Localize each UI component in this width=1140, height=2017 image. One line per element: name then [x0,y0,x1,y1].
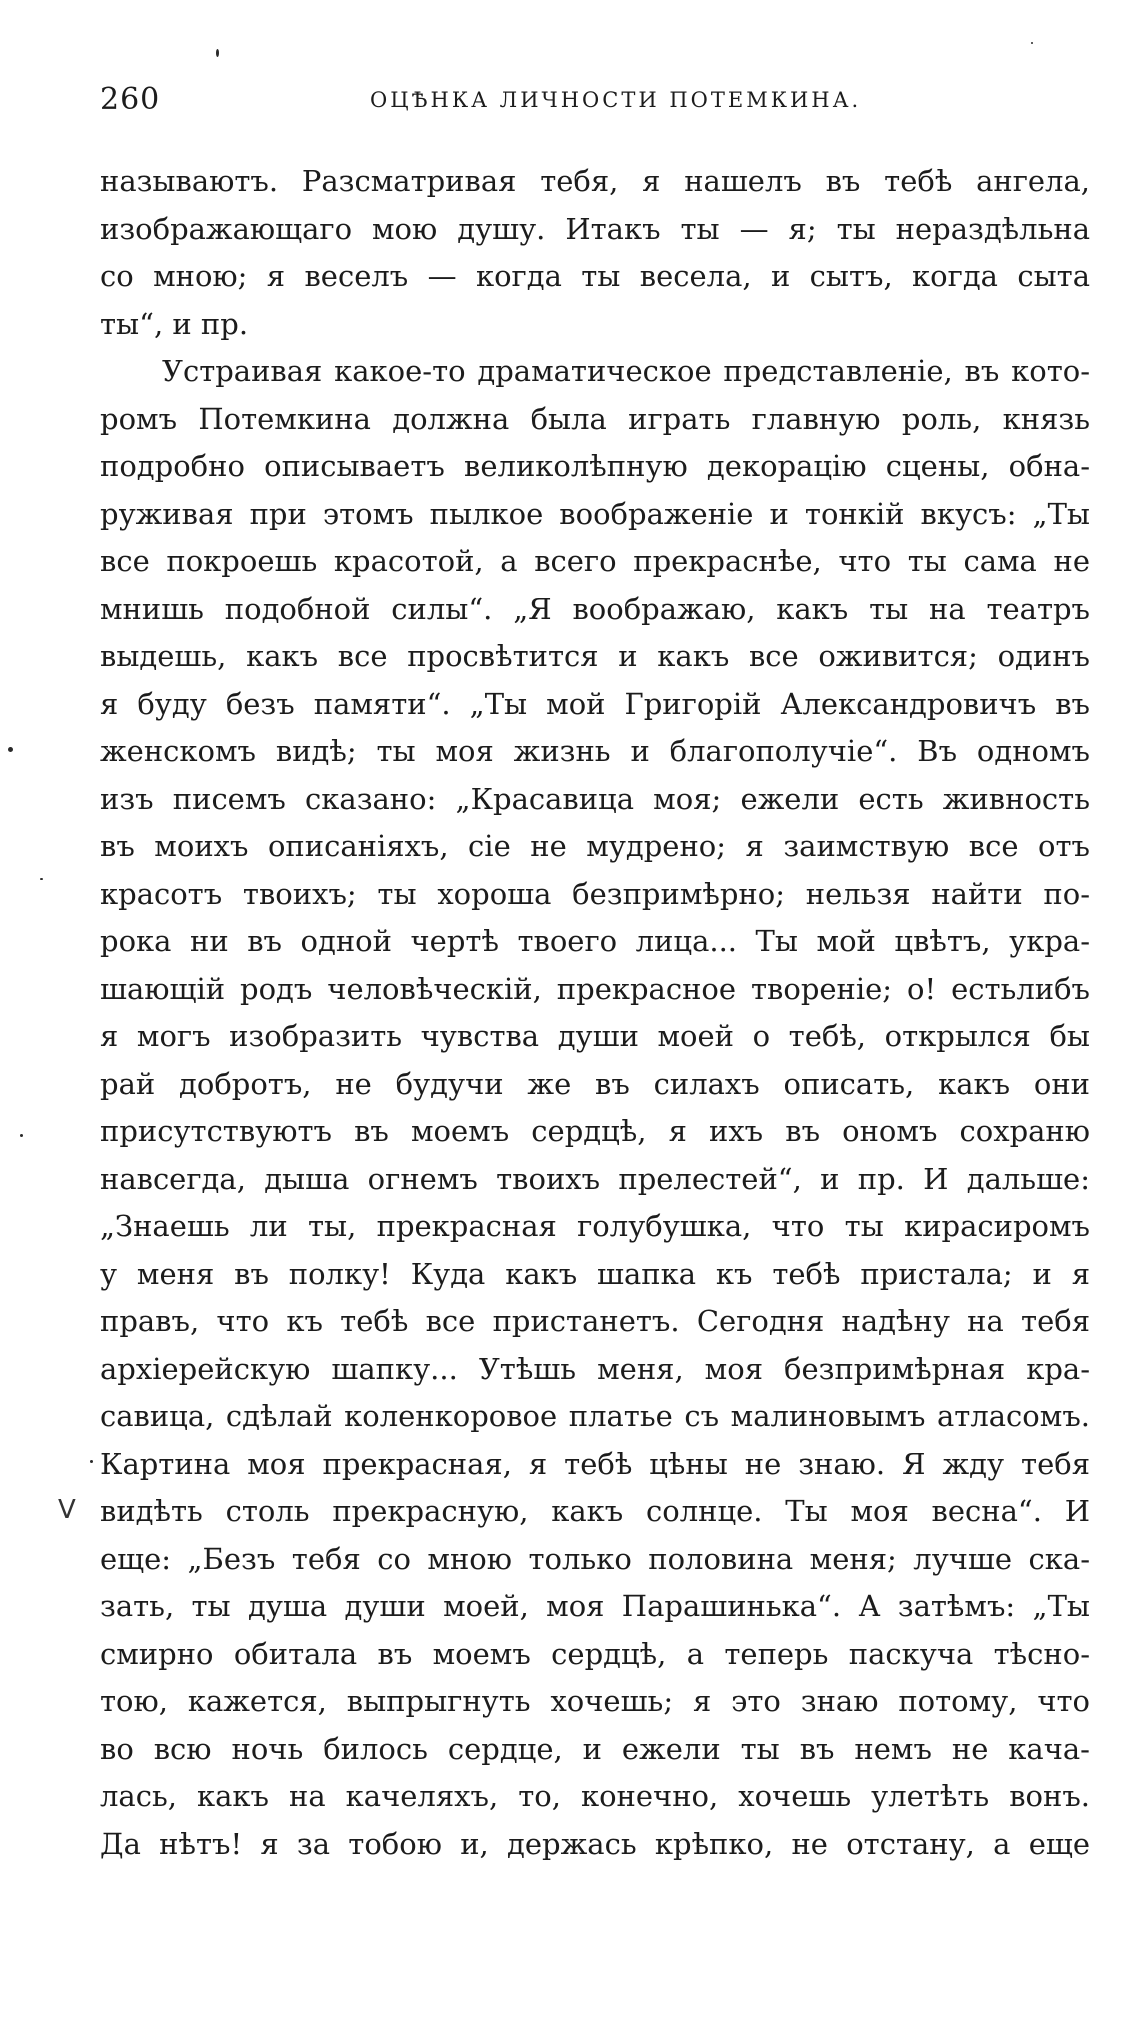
text-line: женскомъ видѣ; ты моя жизнь и благополучіе“. Въ одномъ [100,734,1090,768]
text-line: я могъ изобразить чувства души моей о тебѣ, открылся бы [100,1019,1090,1053]
text-line: еще: „Безъ тебя со мною только половина меня; лучше ска- [100,1541,1090,1576]
page-number: 260 [100,82,161,117]
text-line: руживая при этомъ пылкое воображеніе и тонкій вкусъ: „Ты [100,496,1090,531]
text-line: мнишь подобной силы“. „Я воображаю, какъ ты на театръ [100,591,1090,626]
text-line: изъ писемъ сказано: „Красавица моя; ежели есть живность [100,781,1090,816]
text-line: Картина моя прекрасная, я тебѣ цѣны не знаю. Я жду тебя [100,1446,1090,1481]
text-line: выдешь, какъ все просвѣтится и какъ все оживится; одинъ [100,639,1090,673]
text-line: ты“, и пр. [100,306,249,341]
text-line: рока ни въ одной чертѣ твоего лица... Ты мой цвѣтъ, укра- [100,924,1090,958]
text-line: шающій родъ человѣческій, прекрасное твореніе; о! естьлибъ [100,971,1090,1006]
text-line: видѣть столь прекрасную, какъ солнце. Ты моя весна“. И [100,1494,1090,1528]
text-line: смирно обитала въ моемъ сердцѣ, а теперь паскуча тѣсно- [100,1636,1090,1671]
text-line: Да нѣтъ! я за тобою и, держась крѣпко, не отстану, а еще [100,1826,1090,1861]
text-line: рай добротъ, не будучи же въ силахъ описать, какъ они [100,1066,1090,1101]
text-line: изображающаго мою душу. Итакъ ты — я; ты нераздѣльна [100,211,1090,246]
text-line: правъ, что къ тебѣ все пристанетъ. Сегодня надѣну на тебя [100,1304,1090,1338]
running-title: ОЦѢНКА ЛИЧНОСТИ ПОТЕМКИНА. [370,88,862,112]
text-line: красотъ твоихъ; ты хороша безпримѣрно; нельзя найти по- [100,876,1090,911]
text-line: въ моихъ описаніяхъ, сіе не мудрено; я заимствую все отъ [100,829,1090,863]
text-line: у меня въ полку! Куда какъ шапка къ тебѣ пристала; и я [100,1256,1090,1291]
text-line: архіерейскую шапку... Утѣшь меня, моя безпримѣрная кра- [100,1351,1090,1386]
text-line: я буду безъ памяти“. „Ты мой Григорій Александровичъ въ [100,686,1090,721]
body-text [100,158,1090,1868]
text-line: навсегда, дыша огнемъ твоихъ прелестей“, и пр. И дальше: [100,1161,1090,1196]
text-line: Устраивая какое-то драматическое представленіе, въ кото- [162,354,1090,388]
text-line: „Знаешь ли ты, прекрасная голубушка, что ты кирасиромъ [100,1209,1090,1243]
text-line: лась, какъ на качеляхъ, то, конечно, хочешь улетѣть вонъ. [100,1779,1090,1813]
text-line: тою, кажется, выпрыгнуть хочешь; я это знаю потому, что [100,1684,1090,1718]
text-line: подробно описываетъ великолѣпную декорацію сцены, обна- [100,449,1090,483]
text-line: зать, ты душа души моей, моя Парашинька“. А затѣмъ: „Ты [100,1589,1090,1623]
text-line: во всю ночь билось сердце, и ежели ты въ немъ не кача- [100,1731,1090,1766]
text-line: савица, сдѣлай коленкоровое платье съ малиновымъ атласомъ. [100,1399,1090,1433]
page-header [100,82,1090,122]
text-line: называютъ. Разсматривая тебя, я нашелъ въ тебѣ ангела, [100,164,1090,198]
text-line: со мною; я веселъ — когда ты весела, и сытъ, когда сыта [100,259,1090,293]
text-line: присутствуютъ въ моемъ сердцѣ, я ихъ въ ономъ сохраню [100,1114,1090,1148]
text-line: все покроешь красотой, а всего прекраснѣе, что ты сама не [100,544,1090,578]
margin-pencil-mark: V [58,1495,76,1525]
text-line: ромъ Потемкина должна была играть главную роль, князь [100,401,1090,436]
